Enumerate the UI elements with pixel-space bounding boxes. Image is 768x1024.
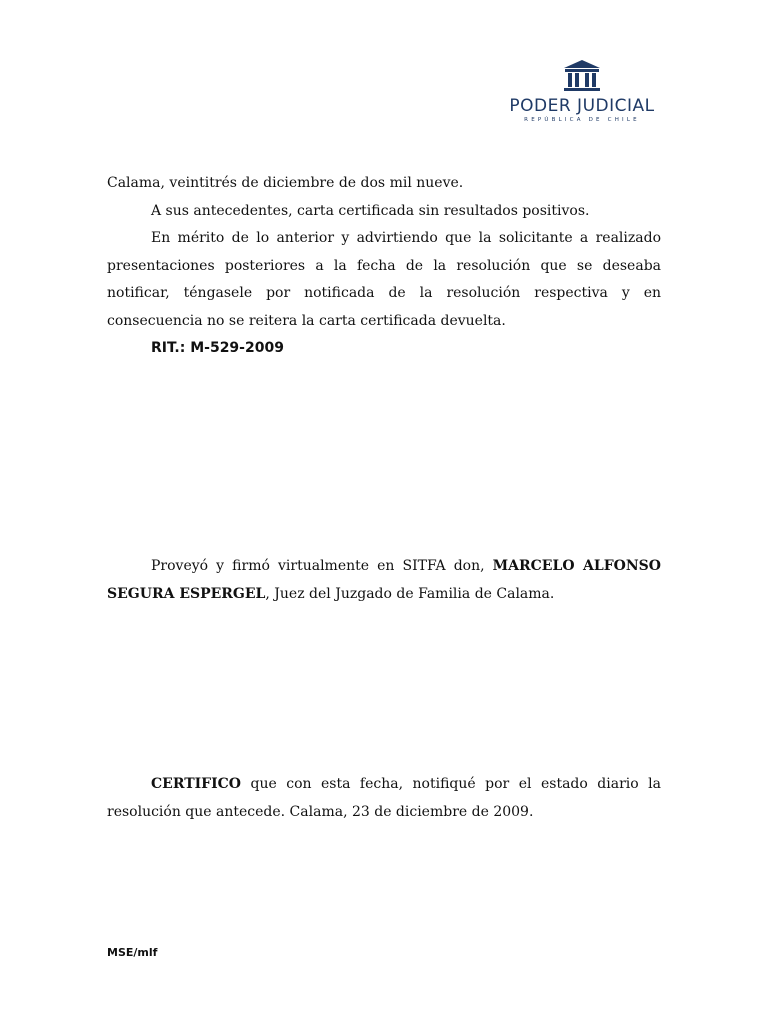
signature-suffix: , Juez del Juzgado de Familia de Calama. bbox=[265, 585, 555, 602]
signature-prefix: Proveyó y firmó virtualmente en SITFA don, bbox=[151, 558, 493, 574]
rit-line bbox=[107, 335, 661, 363]
certification-text: que con esta fecha, notifiqué por el estado diario la resolución que antecede. Calama, 23 de diciembre de 2009. bbox=[107, 776, 661, 820]
logo-title: PODER JUDICIAL bbox=[509, 96, 655, 116]
signature-paragraph bbox=[107, 553, 661, 608]
resolution-block bbox=[107, 170, 661, 363]
logo-subtitle: REPÚBLICA DE CHILE bbox=[524, 117, 640, 123]
certification-paragraph bbox=[107, 771, 661, 826]
signature-block bbox=[107, 553, 661, 608]
courthouse-icon bbox=[561, 58, 603, 94]
judge-name: MARCELO ALFONSO SEGURA ESPERGEL bbox=[107, 558, 661, 602]
poder-judicial-logo bbox=[502, 58, 662, 136]
certification-block bbox=[107, 771, 661, 826]
paragraph-merito: En mérito de lo anterior y advirtiendo que la solicitante a realizado presentaciones posteriores a la fecha de la resolución que se deseaba notificar, téngasele por notificada de la resolución respectiva y en consecuencia no se reitera la carta certificada devuelta. bbox=[107, 230, 661, 329]
date-line: Calama, veintitrés de diciembre de dos mil nueve. bbox=[107, 175, 464, 191]
paragraph-antecedentes: A sus antecedentes, carta certificada sin resultados positivos. bbox=[151, 202, 590, 219]
certifico-keyword: CERTIFICO bbox=[151, 776, 241, 792]
rit-number: RIT.: M-529-2009 bbox=[151, 340, 284, 356]
footer-initials: MSE/mlf bbox=[107, 946, 158, 959]
